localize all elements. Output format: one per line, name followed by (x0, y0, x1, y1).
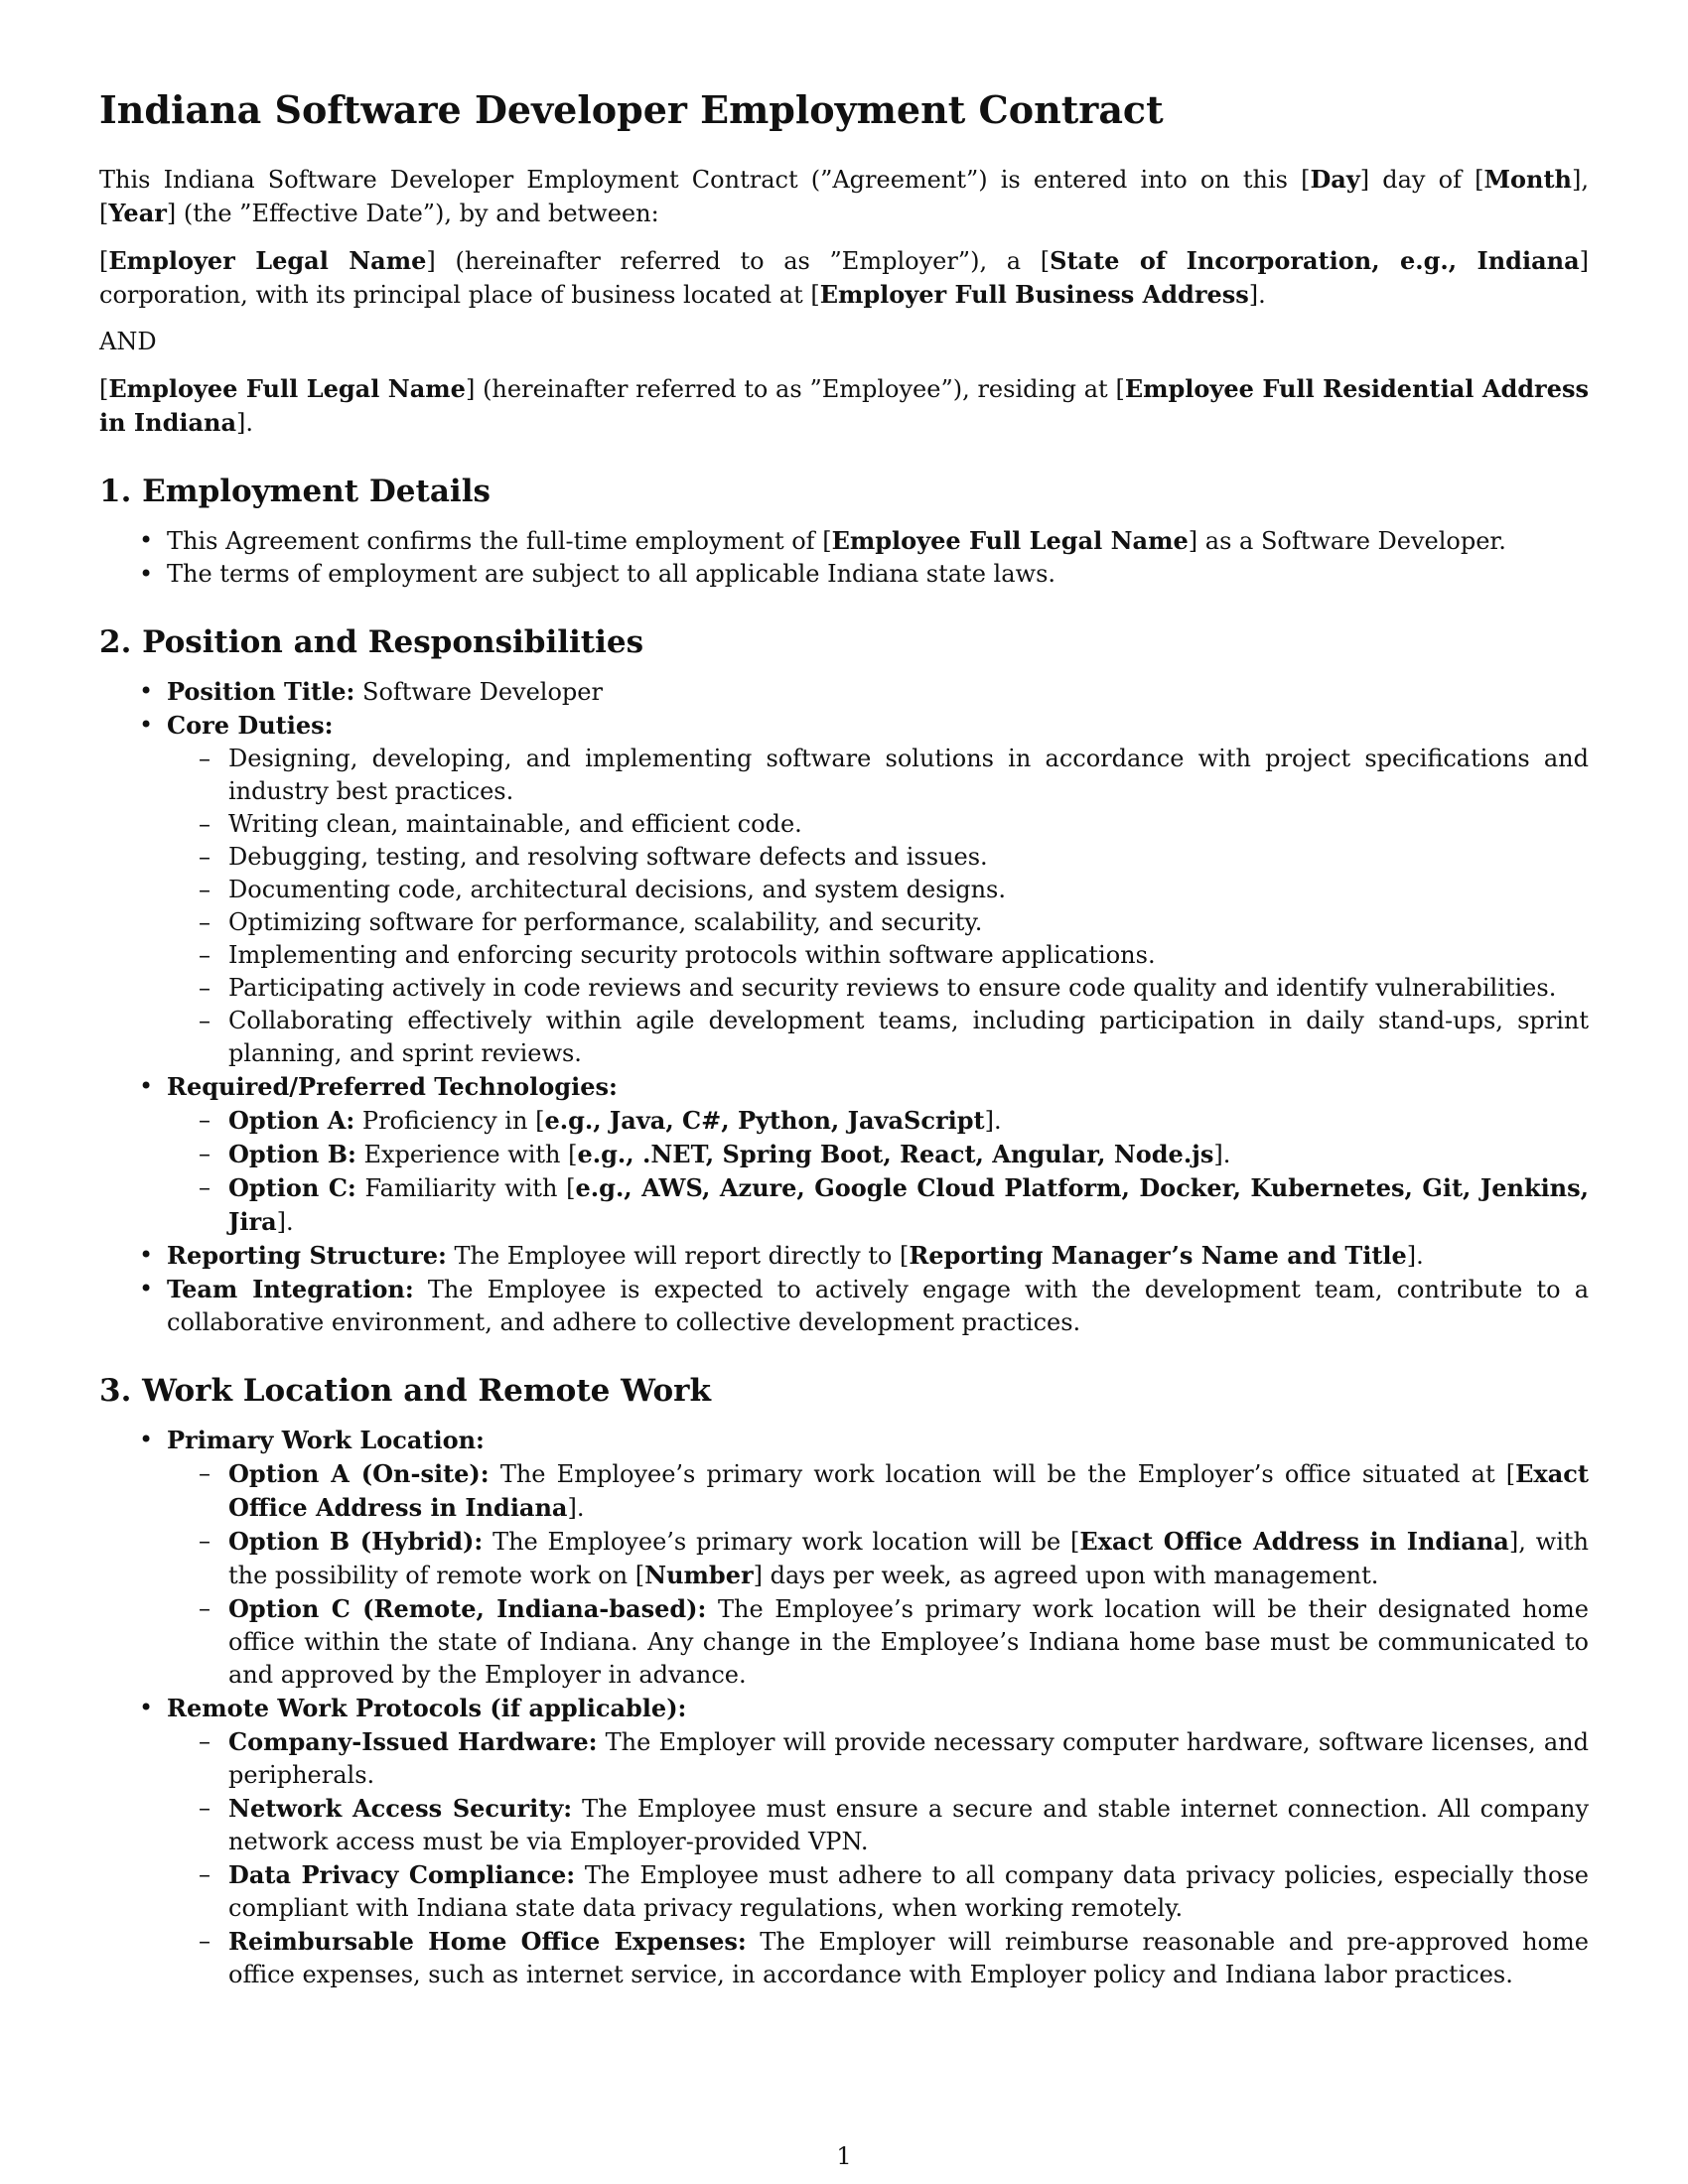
employer-paragraph: [Employer Legal Name] (hereinafter referred to as ”Employer”), a [State of Incorporation, e.g., Indiana] corporation, with its principal place of business located at [Employer Full Business Address]. (99, 245, 1589, 309)
list-item: – Debugging, testing, and resolving software defects and issues. (167, 841, 1589, 874)
list-item: • Required/Preferred Technologies: – Option A: Proficiency in [e.g., Java, C#, Python, JavaScript]. – Option B: Experience with [e.g., .NET, Spring Boot, React, Angular, Node.js]. – Option C: Familiarity with [e.g., AWS, Azure, Google Cloud Platform, Docker, Kubernetes, Git, Jenkins, Jira]. (99, 1070, 1589, 1239)
list-item: • Reporting Structure: The Employee will report directly to [Reporting Manager’s Name and Title]. (99, 1239, 1589, 1273)
employer-address-placeholder: Employer Full Business Address (819, 279, 1249, 309)
list-item: – Option A (On-site): The Employee’s primary work location will be the Employer’s office situated at [Exact Office Address in Indiana]. (167, 1457, 1589, 1525)
list-item: – Collaborating effectively within agile development teams, including participation in daily stand-ups, sprint planning, and sprint reviews. (167, 1005, 1589, 1070)
section-1-list (99, 524, 1589, 591)
list-item: • Core Duties: – Designing, developing, and implementing software solutions in accordance with project specifications and industry best practices. – Writing clean, maintainable, and efficient code. – Debugging, testing, and resolving software defects and issues. – Documenting code, architectural decisions, and system designs. – Optimizing software for performance, scalability, and security. – Implementing and enforcing security protocols within software applications. – Participating actively in code reviews and security reviews to ensure code quality and identify vulnerabilities. – Collaborating effectively within agile development teams, including participation in daily stand-ups, sprint planning, and sprint reviews. (99, 709, 1589, 1070)
list-item: – Writing clean, maintainable, and efficient code. (167, 808, 1589, 841)
list-item: – Option B: Experience with [e.g., .NET, Spring Boot, React, Angular, Node.js]. (167, 1138, 1589, 1171)
list-item: – Participating actively in code reviews and security reviews to ensure code quality and identify vulnerabilities. (167, 972, 1589, 1005)
list-item: – Data Privacy Compliance: The Employee must adhere to all company data privacy policies, especially those compliant with Indiana state data privacy regulations, when working remotely. (167, 1858, 1589, 1925)
list-item: • Team Integration: The Employee is expected to actively engage with the development team, contribute to a collaborative environment, and adhere to collective development practices. (99, 1273, 1589, 1339)
list-item: • This Agreement confirms the full-time employment of [Employee Full Legal Name] as a Software Developer. (99, 524, 1589, 558)
section-1-heading: 1. Employment Details (99, 473, 491, 509)
list-item: – Reimbursable Home Office Expenses: The Employer will reimburse reasonable and pre-approved home office expenses, such as internet service, in accordance with Employer policy and Indiana labor practices. (167, 1925, 1589, 1991)
list-item: – Option C (Remote, Indiana-based): The Employee’s primary work location will be their designated home office within the state of Indiana. Any change in the Employee’s Indiana home base must be communicated to and approved by the Employer in advance. (167, 1592, 1589, 1692)
list-item: – Optimizing software for performance, scalability, and security. (167, 906, 1589, 939)
employee-name-placeholder: Employee Full Legal Name (108, 373, 466, 403)
state-incorporation-placeholder: State of Incorporation, e.g., Indiana (1050, 245, 1580, 275)
intro-paragraph: This Indiana Software Developer Employment Contract (”Agreement”) is entered into on this [Day] day of [Month], [Year] (the ”Effective Date”), by and between: (99, 164, 1589, 227)
list-item: • Position Title: Software Developer (99, 675, 1589, 709)
list-item: • The terms of employment are subject to all applicable Indiana state laws. (99, 558, 1589, 591)
list-item: – Option B (Hybrid): The Employee’s primary work location will be [Exact Office Address in Indiana], with the possibility of remote work on [Number] days per week, as agreed upon with management. (167, 1525, 1589, 1592)
document-title: Indiana Software Developer Employment Contract (99, 87, 1164, 132)
page-number: 1 (836, 2142, 852, 2170)
section-3-heading: 3. Work Location and Remote Work (99, 1372, 711, 1409)
list-item: – Documenting code, architectural decisions, and system designs. (167, 874, 1589, 906)
list-item: – Company-Issued Hardware: The Employer will provide necessary computer hardware, software licenses, and peripherals. (167, 1725, 1589, 1792)
list-item: – Network Access Security: The Employee must ensure a secure and stable internet connection. All company network access must be via Employer-provided VPN. (167, 1792, 1589, 1858)
list-item: – Designing, developing, and implementing software solutions in accordance with project specifications and industry best practices. (167, 743, 1589, 808)
list-item: • Primary Work Location: – Option A (On-site): The Employee’s primary work location will be the Employer’s office situated at [Exact Office Address in Indiana]. – Option B (Hybrid): The Employee’s primary work location will be [Exact Office Address in Indiana], with the possibility of remote work on [Number] days per week, as agreed upon with management. – Option C (Remote, Indiana-based): The Employee’s primary work location will be their designated home office within the state of Indiana. Any change in the Employee’s Indiana home base must be communicated to and approved by the Employer in advance. (99, 1424, 1589, 1692)
day-placeholder: Day (1310, 164, 1360, 194)
list-item: – Option A: Proficiency in [e.g., Java, C#, Python, JavaScript]. (167, 1104, 1589, 1138)
list-item: – Implementing and enforcing security protocols within software applications. (167, 939, 1589, 972)
core-duties-list (167, 743, 1589, 1070)
document-page (99, 87, 1589, 1991)
section-2-list (99, 675, 1589, 1339)
list-item: • Remote Work Protocols (if applicable): – Company-Issued Hardware: The Employer will provide necessary computer hardware, software licenses, and peripherals. – Network Access Security: The Employee must ensure a secure and stable internet connection. All company network access must be via Employer-provided VPN. – Data Privacy Compliance: The Employee must adhere to all company data privacy policies, especially those compliant with Indiana state data privacy regulations, when working remotely. – Reimbursable Home Office Expenses: The Employer will reimburse reasonable and pre-approved home office expenses, such as internet service, in accordance with Employer policy and Indiana labor practices. (99, 1692, 1589, 1991)
and-separator: AND (99, 327, 157, 355)
remote-protocols-list (167, 1725, 1589, 1991)
employee-address-placeholder: Employee Full Residential Address in Indiana (99, 373, 1589, 437)
section-3-list (99, 1424, 1589, 1991)
year-placeholder: Year (108, 198, 167, 227)
list-item: – Option C: Familiarity with [e.g., AWS, Azure, Google Cloud Platform, Docker, Kubernetes, Git, Jenkins, Jira]. (167, 1171, 1589, 1239)
work-location-options (167, 1457, 1589, 1692)
employee-paragraph: [Employee Full Legal Name] (hereinafter referred to as ”Employee”), residing at [Employee Full Residential Address in Indiana]. (99, 373, 1589, 437)
section-2-heading: 2. Position and Responsibilities (99, 623, 644, 660)
month-placeholder: Month (1483, 164, 1572, 194)
employer-name-placeholder: Employer Legal Name (108, 245, 427, 275)
technologies-list (167, 1104, 1589, 1239)
